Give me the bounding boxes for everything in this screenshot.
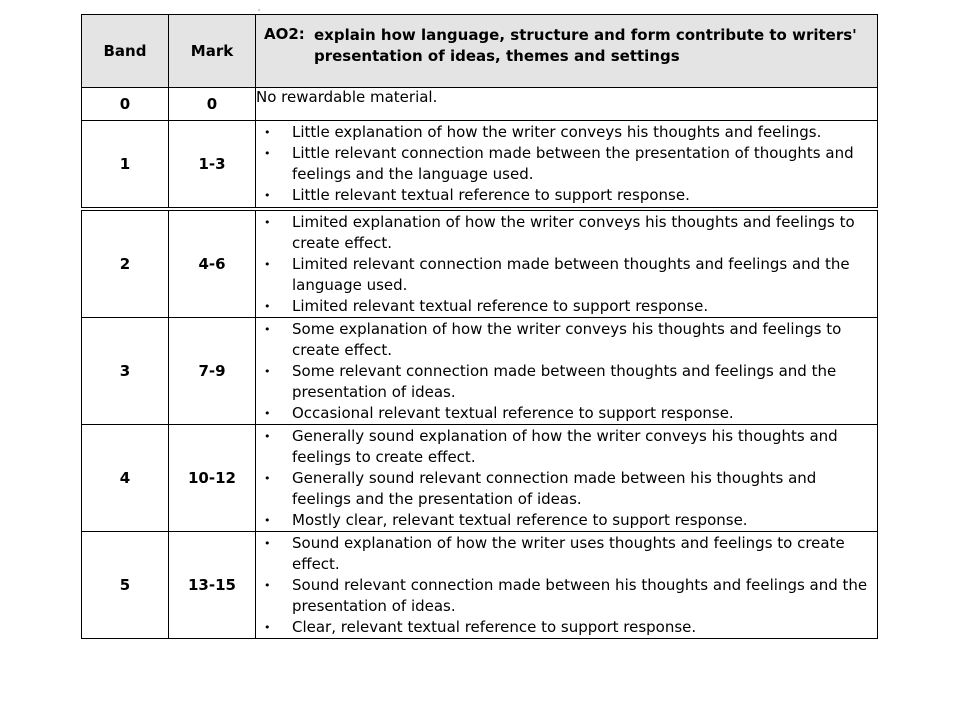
mark-range: 13-15: [169, 532, 256, 639]
descriptor-bullet: • Some relevant connection made between thoughts and feelings and the presentation of ideas.: [264, 362, 837, 401]
band-column-header: Band: [82, 15, 169, 88]
descriptor-bullet: • Generally sound explanation of how the writer conveys his thoughts and feelings to create effect.: [264, 427, 838, 466]
band-descriptor: [256, 121, 878, 208]
ao-description: explain how language, structure and form contribute to writers' presentation of ideas, themes and settings: [314, 26, 857, 65]
band-number: 1: [82, 121, 169, 208]
mark-column-header: Mark: [169, 15, 256, 88]
band-number: 5: [82, 532, 169, 639]
descriptor-bullet: • Limited relevant connection made between thoughts and feelings and the language used.: [264, 255, 850, 294]
mark-range: 1-3: [169, 121, 256, 208]
band-descriptor: [256, 318, 878, 425]
descriptor-bullet: • Generally sound relevant connection made between his thoughts and feelings and the presentation of ideas.: [264, 469, 817, 508]
band-row-3: [82, 318, 878, 425]
bullet-icon: •: [264, 300, 271, 313]
bullet-icon: •: [264, 258, 271, 271]
ao-code: AO2:: [264, 25, 305, 43]
bullet-icon: •: [264, 147, 271, 160]
band-row-4: [82, 425, 878, 532]
bullet-icon: •: [264, 407, 271, 420]
descriptor-bullet: • Sound relevant connection made between his thoughts and feelings and the presentation of ideas.: [264, 576, 868, 615]
stray-mark: ,: [258, 4, 261, 12]
bullet-icon: •: [264, 189, 271, 202]
band-number: 3: [82, 318, 169, 425]
descriptor-bullet: • Little relevant connection made between the presentation of thoughts and feelings and the language used.: [264, 144, 854, 183]
band-descriptor: No rewardable material.: [256, 88, 878, 121]
descriptor-bullet: • Limited relevant textual reference to support response.: [264, 297, 709, 315]
mark-range: 7-9: [169, 318, 256, 425]
descriptor-bullet: • Occasional relevant textual reference to support response.: [264, 404, 734, 422]
band-descriptor: [256, 211, 878, 318]
mark-range: 10-12: [169, 425, 256, 532]
descriptor-bullet: • Sound explanation of how the writer uses thoughts and feelings to create effect.: [264, 534, 845, 573]
descriptor-bullet: • Mostly clear, relevant textual reference to support response.: [264, 511, 748, 529]
band-row-5: [82, 532, 878, 639]
mark-scheme-table-top: [81, 14, 878, 208]
descriptor-bullet: • Little relevant textual reference to support response.: [264, 186, 690, 204]
band-number: 0: [82, 88, 169, 121]
bullet-icon: •: [264, 323, 271, 336]
bullet-icon: •: [264, 126, 271, 139]
bullet-icon: •: [264, 579, 271, 592]
band-row-2: [82, 211, 878, 318]
descriptor-bullet: • Some explanation of how the writer conveys his thoughts and feelings to create effect.: [264, 320, 842, 359]
bullet-icon: •: [264, 430, 271, 443]
band-row-1: [82, 121, 878, 208]
descriptor-bullet: • Little explanation of how the writer conveys his thoughts and feelings.: [264, 123, 822, 141]
band-number: 4: [82, 425, 169, 532]
mark-range: 4-6: [169, 211, 256, 318]
mark-scheme-table-bottom: [81, 210, 878, 639]
mark-range: 0: [169, 88, 256, 121]
descriptor-bullet: • Limited explanation of how the writer conveys his thoughts and feelings to create effect.: [264, 213, 855, 252]
band-descriptor: [256, 425, 878, 532]
bullet-icon: •: [264, 514, 271, 527]
band-descriptor: [256, 532, 878, 639]
bullet-icon: •: [264, 216, 271, 229]
band-number: 2: [82, 211, 169, 318]
bullet-icon: •: [264, 621, 271, 634]
header-row: [82, 15, 878, 88]
bullet-icon: •: [264, 537, 271, 550]
assessment-objective-header: [256, 15, 878, 88]
descriptor-bullet: • Clear, relevant textual reference to support response.: [264, 618, 697, 636]
band-row-0: [82, 88, 878, 121]
bullet-icon: •: [264, 365, 271, 378]
bullet-icon: •: [264, 472, 271, 485]
